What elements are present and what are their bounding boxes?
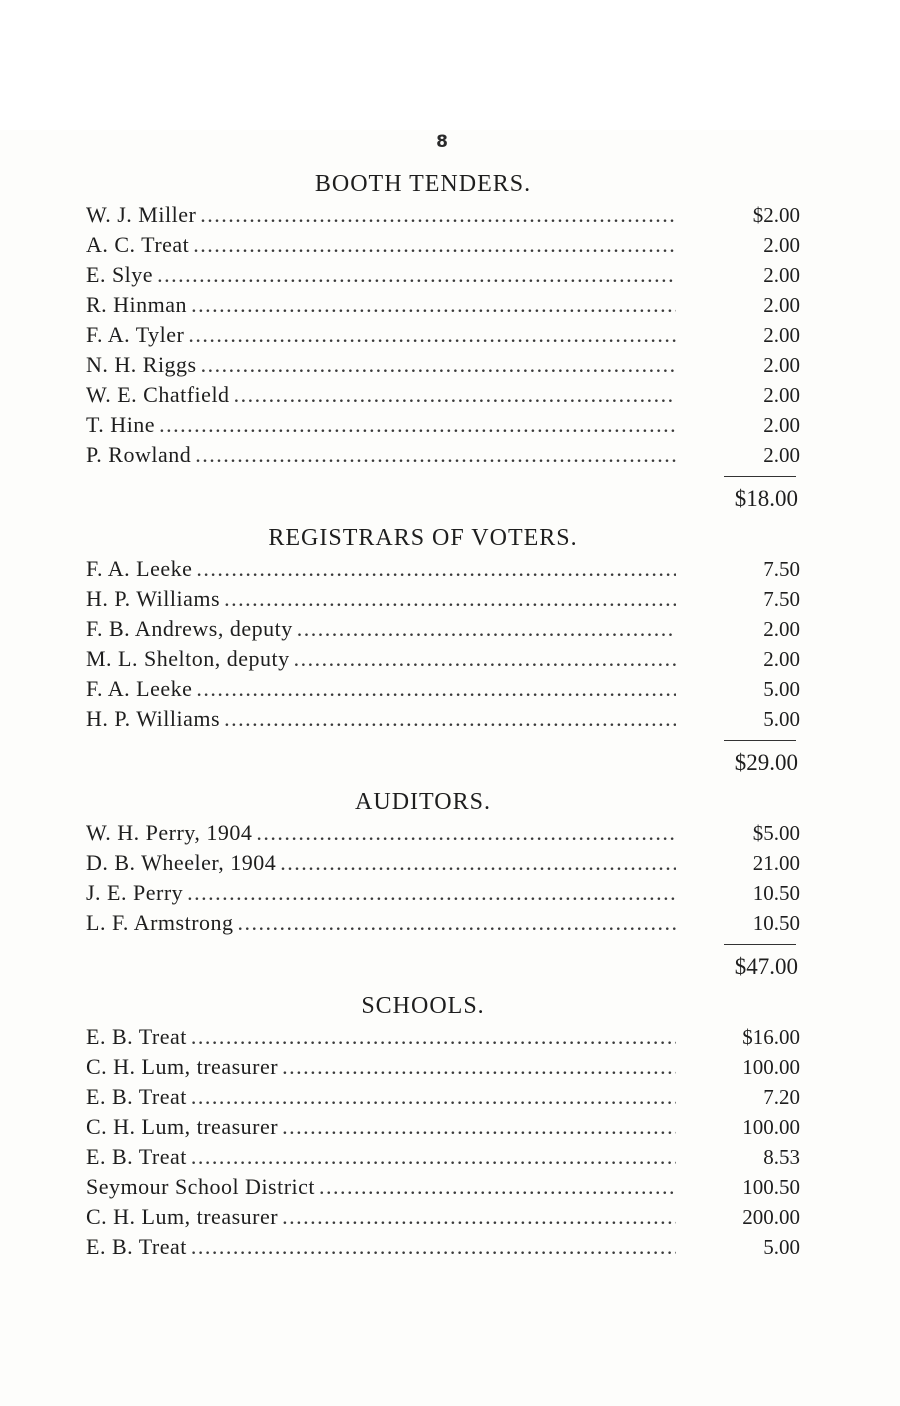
total-rule (86, 470, 800, 484)
ledger-entry (86, 350, 800, 380)
dot-leader (224, 584, 676, 614)
payee-name: C. H. Lum, treasurer (86, 1114, 279, 1139)
payment-amount: 21.00 (752, 851, 800, 875)
section-heading: AUDITORS. (355, 789, 491, 815)
payment-amount: $5.00 (752, 821, 800, 845)
dot-leader (188, 320, 676, 350)
dot-leader (191, 1082, 676, 1112)
ledger-entry (86, 380, 800, 410)
ledger-entry (86, 1112, 800, 1142)
ledger-entry (86, 908, 800, 938)
ledger-entry (86, 704, 800, 734)
payment-amount: 2.00 (763, 383, 800, 407)
payee-name: A. C. Treat (86, 232, 190, 257)
section-heading: SCHOOLS. (361, 993, 485, 1019)
dot-leader (200, 200, 676, 230)
ledger-entry (86, 320, 800, 350)
payee-name: F. A. Leeke (86, 556, 193, 581)
ledger-entry (86, 614, 800, 644)
payee-name: W. H. Perry, 1904 (86, 820, 253, 845)
dot-leader (187, 878, 676, 908)
dot-leader (238, 908, 676, 938)
dot-leader (280, 848, 676, 878)
payment-amount: 100.50 (742, 1175, 800, 1199)
total-rule (86, 734, 800, 748)
payee-name: W. J. Miller (86, 202, 197, 227)
ledger-section (86, 522, 800, 782)
payee-name: E. B. Treat (86, 1024, 187, 1049)
ledger-section (86, 990, 800, 1262)
dot-leader (195, 440, 676, 470)
ledger-entry (86, 1232, 800, 1262)
ledger-section (86, 786, 800, 986)
payment-amount: $16.00 (742, 1025, 800, 1049)
ledger-entry (86, 230, 800, 260)
ledger-entry (86, 440, 800, 470)
total-rule (86, 938, 800, 952)
payee-name: F. A. Leeke (86, 676, 193, 701)
payment-amount: 7.50 (763, 557, 800, 581)
payment-amount: 200.00 (742, 1205, 800, 1229)
dot-leader (201, 350, 676, 380)
dot-leader (224, 704, 676, 734)
payment-amount: 2.00 (763, 353, 800, 377)
ledger-entry (86, 1022, 800, 1052)
payment-amount: 2.00 (763, 443, 800, 467)
payment-amount: 5.00 (763, 677, 800, 701)
payee-name: N. H. Riggs (86, 352, 197, 377)
ledger-entry (86, 200, 800, 230)
dot-leader (319, 1172, 676, 1202)
section-total: $29.00 (734, 750, 798, 775)
ledger-entry (86, 1202, 800, 1232)
section-total: $47.00 (734, 954, 798, 979)
dot-leader (294, 644, 676, 674)
payee-name: C. H. Lum, treasurer (86, 1054, 279, 1079)
ledger-entry (86, 1142, 800, 1172)
dot-leader (297, 614, 676, 644)
payment-amount: 100.00 (742, 1115, 800, 1139)
dot-leader (196, 674, 676, 704)
payment-amount: 8.53 (763, 1145, 800, 1169)
section-heading: BOOTH TENDERS. (314, 171, 532, 197)
dot-leader (282, 1052, 676, 1082)
ledger-section (86, 168, 800, 518)
dot-leader (196, 554, 676, 584)
section-heading: REGISTRARS OF VOTERS. (268, 525, 578, 551)
ledger-entry (86, 878, 800, 908)
ledger-entry (86, 848, 800, 878)
ledger-entry (86, 554, 800, 584)
payment-amount: 5.00 (763, 707, 800, 731)
payee-name: D. B. Wheeler, 1904 (86, 850, 277, 875)
dot-leader (159, 410, 676, 440)
page-top-margin (0, 0, 900, 130)
dot-leader (282, 1202, 676, 1232)
payee-name: T. Hine (86, 412, 156, 437)
dot-leader (157, 260, 676, 290)
payment-amount: 2.00 (763, 263, 800, 287)
payee-name: E. B. Treat (86, 1234, 187, 1259)
payee-name: R. Hinman (86, 292, 188, 317)
ledger-entry (86, 260, 800, 290)
ledger-entry (86, 644, 800, 674)
payee-name: E. B. Treat (86, 1084, 187, 1109)
ledger-entry (86, 290, 800, 320)
payment-amount: 2.00 (763, 647, 800, 671)
payee-name: H. P. Williams (86, 586, 221, 611)
payment-amount: 5.00 (763, 1235, 800, 1259)
payee-name: W. E. Chatfield (86, 382, 230, 407)
payee-name: E. B. Treat (86, 1144, 187, 1169)
dot-leader (191, 290, 676, 320)
dot-leader (193, 230, 676, 260)
payee-name: M. L. Shelton, deputy (86, 646, 290, 671)
dot-leader (191, 1022, 676, 1052)
payment-amount: 100.00 (742, 1055, 800, 1079)
ledger-entry (86, 584, 800, 614)
dot-leader (191, 1232, 676, 1262)
payment-amount: 10.50 (752, 881, 800, 905)
payee-name: H. P. Williams (86, 706, 221, 731)
page-number: 8 (436, 132, 448, 152)
payment-amount: 7.50 (763, 587, 800, 611)
payee-name: L. F. Armstrong (86, 910, 234, 935)
ledger-entry (86, 410, 800, 440)
ledger-entry (86, 1052, 800, 1082)
ledger-entry (86, 818, 800, 848)
payee-name: E. Slye (86, 262, 154, 287)
section-total: $18.00 (734, 486, 798, 511)
dot-leader (234, 380, 676, 410)
ledger-entry (86, 1172, 800, 1202)
ledger-content (86, 166, 800, 1266)
payment-amount: 10.50 (752, 911, 800, 935)
ledger-entry (86, 674, 800, 704)
payee-name: C. H. Lum, treasurer (86, 1204, 279, 1229)
dot-leader (256, 818, 676, 848)
payee-name: Seymour School District (86, 1174, 316, 1199)
payee-name: J. E. Perry (86, 880, 184, 905)
payment-amount: 2.00 (763, 617, 800, 641)
payment-amount: 2.00 (763, 413, 800, 437)
payee-name: P. Rowland (86, 442, 192, 467)
payee-name: F. B. Andrews, deputy (86, 616, 293, 641)
payment-amount: 2.00 (763, 323, 800, 347)
dot-leader (282, 1112, 676, 1142)
payment-amount: 2.00 (763, 293, 800, 317)
payment-amount: 7.20 (763, 1085, 800, 1109)
payment-amount: $2.00 (752, 203, 800, 227)
payee-name: F. A. Tyler (86, 322, 185, 347)
ledger-entry (86, 1082, 800, 1112)
payment-amount: 2.00 (763, 233, 800, 257)
dot-leader (191, 1142, 676, 1172)
